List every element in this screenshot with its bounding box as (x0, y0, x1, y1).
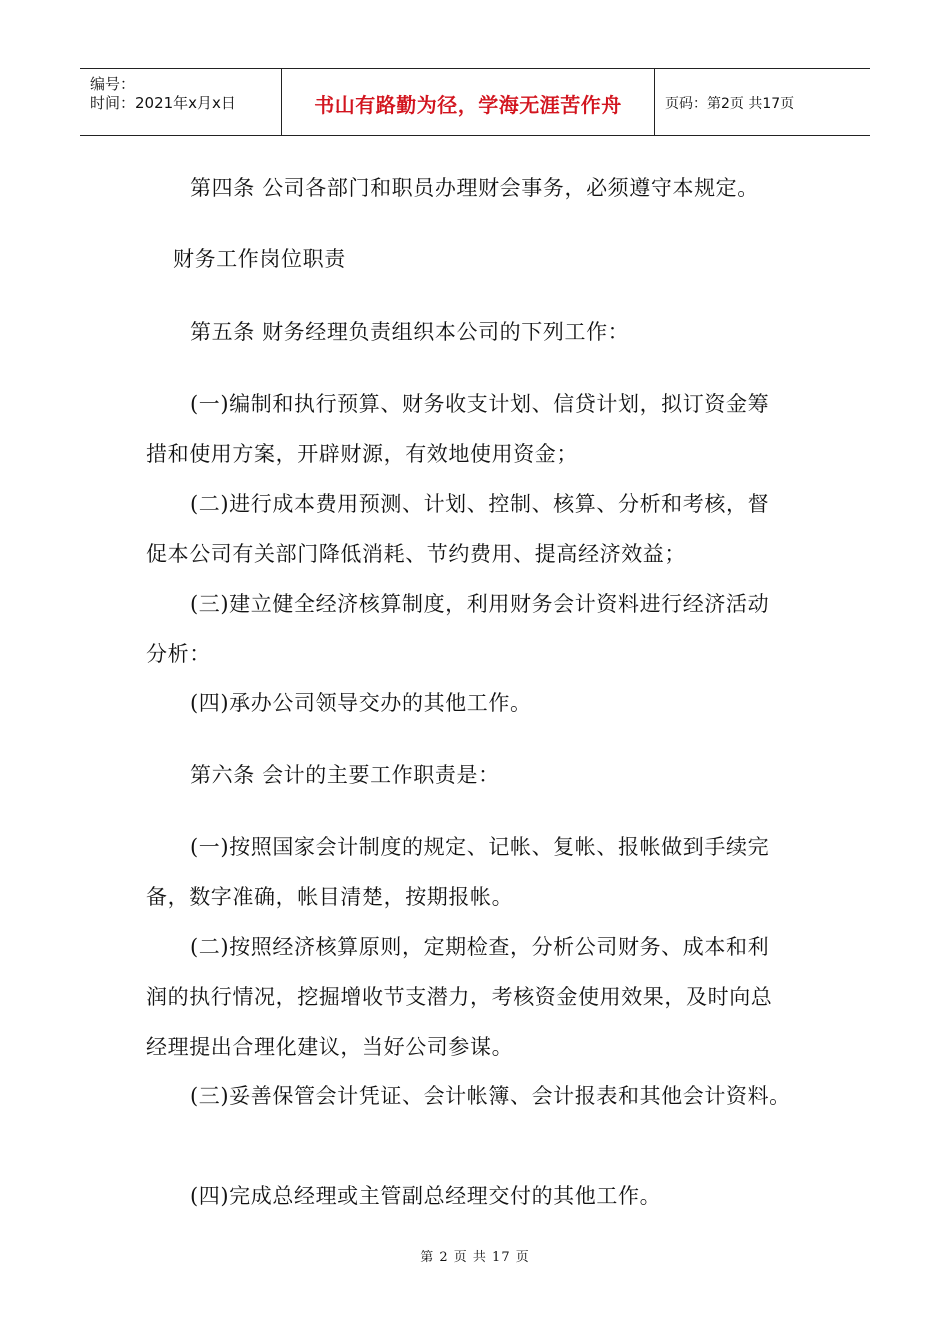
article-6-item-4: (四)完成总经理或主管副总经理交付的其他工作。 (190, 1184, 662, 1208)
article-5-text: 第五条 财务经理负责组织本公司的下列工作： (190, 320, 630, 344)
article-6-item-1-line-1: (一)按照国家会计制度的规定、记帐、复帐、报帐做到手续完 (190, 835, 770, 859)
article-5-item-2-line-2: 促本公司有关部门降低消耗、节约费用、提高经济效益； (146, 542, 686, 566)
article-6-item-2-line-3: 经理提出合理化建议，当好公司参谋。 (146, 1035, 514, 1059)
article-4-text: 第四条 公司各部门和职员办理财会事务，必须遵守本规定。 (190, 176, 759, 200)
page-header (80, 68, 870, 136)
header-page-info-cell (655, 69, 870, 135)
article-5-item-1-line-2: 措和使用方案，开辟财源，有效地使用资金； (146, 442, 578, 466)
article-5-item-2-line-1: (二)进行成本费用预测、计划、控制、核算、分析和考核，督 (190, 492, 770, 516)
header-motto: 书山有路勤为径，学海无涯苦作舟 (314, 92, 622, 117)
page-footer: 第 2 页 共 17 页 (420, 1250, 530, 1265)
document-time-label: 时间：2021年x月x日 (90, 94, 236, 112)
article-6-item-2-line-2: 润的执行情况，挖掘增收节支潜力，考核资金使用效果，及时向总 (146, 985, 773, 1009)
section-heading: 财务工作岗位职责 (173, 247, 346, 271)
header-meta (80, 69, 282, 135)
article-5-item-1-line-1: (一)编制和执行预算、财务收支计划、信贷计划，拟订资金筹 (190, 392, 770, 416)
header-motto-cell (282, 69, 655, 135)
article-6-text: 第六条 会计的主要工作职责是： (190, 763, 500, 787)
article-6-item-1-line-2: 备，数字准确，帐目清楚，按期报帐。 (146, 885, 514, 909)
article-6-item-2-line-1: (二)按照经济核算原则，定期检查，分析公司财务、成本和利 (190, 935, 770, 959)
article-5-item-4: (四)承办公司领导交办的其他工作。 (190, 691, 532, 715)
document-number-label: 编号： (90, 75, 136, 93)
header-page-info: 页码：第2页 共17页 (665, 96, 795, 112)
article-5-item-3-line-2: 分析： (146, 642, 211, 666)
article-5-item-3-line-1: (三)建立健全经济核算制度，利用财务会计资料进行经济活动 (190, 592, 770, 616)
article-6-item-3: (三)妥善保管会计凭证、会计帐簿、会计报表和其他会计资料。 (190, 1084, 791, 1108)
